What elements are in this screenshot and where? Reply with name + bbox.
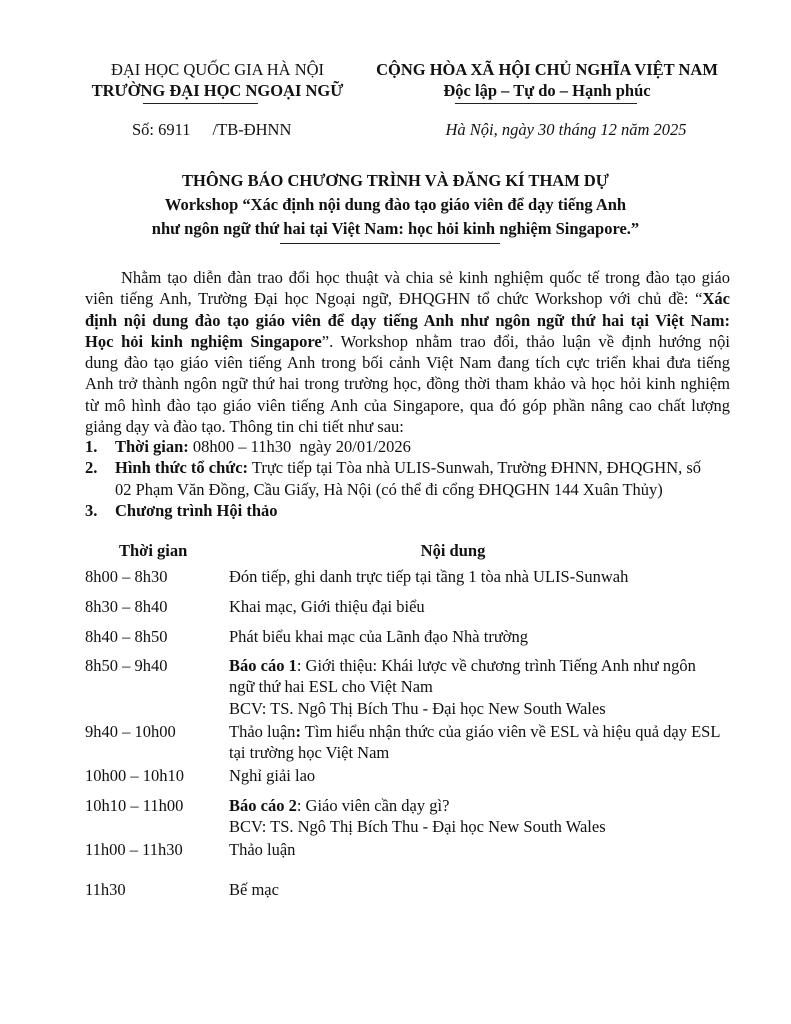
org-parent-name: ĐẠI HỌC QUỐC GIA HÀ NỘI <box>110 60 325 79</box>
org-underline <box>143 103 258 104</box>
title-underline <box>280 243 500 244</box>
row-content: Thảo luận <box>229 840 296 859</box>
row-time: 9h40 – 10h00 <box>85 722 176 741</box>
doc-title: THÔNG BÁO CHƯƠNG TRÌNH VÀ ĐĂNG KÍ THAM DỰ <box>182 171 609 190</box>
intro-line: định nội dung đào tạo giáo viên để dạy tiếng Anh như ngôn ngữ thứ hai tại Việt Nam: <box>85 310 730 330</box>
row-content <box>229 655 739 719</box>
intro-line: Nhằm tạo diễn đàn trao đổi học thuật và chia sẻ kinh nghiệm quốc tế trong đào tạo giáo <box>121 268 730 287</box>
col-header-time: Thời gian <box>119 541 188 560</box>
row-content-text: : Giáo viên cần dạy gì? <box>296 796 450 815</box>
intro-line: từ mô hình đào tạo giáo viên tiếng Anh của Singapore, qua đó góp phần nâng cao chất lượng <box>85 395 730 415</box>
org-name: TRƯỜNG ĐẠI HỌC NGOẠI NGỮ <box>91 81 344 100</box>
intro-line <box>85 331 730 352</box>
row-time: 11h30 <box>85 880 126 899</box>
row-content-text: Tìm hiểu nhận thức của giáo viên về ESL và hiệu quả dạy ESL <box>300 722 721 741</box>
list-text: 08h00 – 11h30 ngày 20/01/2026 <box>188 437 411 456</box>
intro-bold: Học hỏi kinh nghiệm Singapore <box>85 331 322 351</box>
doc-number-label: Số: 6911 <box>132 120 191 139</box>
list-number: 1. <box>85 437 98 456</box>
row-time: 10h10 – 11h00 <box>85 796 184 815</box>
report-label: Báo cáo 2 <box>229 796 297 815</box>
intro-line <box>85 288 730 309</box>
intro-line: giảng dạy và đào tạo. Thông tin chi tiết như sau: <box>85 417 404 437</box>
row-time: 8h00 – 8h30 <box>85 567 168 586</box>
col-header-content: Nội dung <box>420 541 486 560</box>
row-content-text: tại trường học Việt Nam <box>229 743 390 763</box>
list-label: Thời gian: <box>115 437 189 456</box>
intro-paragraph <box>85 267 730 437</box>
speaker: BCV: TS. Ngô Thị Bích Thu - Đại học New South Wales <box>229 817 606 837</box>
workshop-title-line1: Workshop “Xác định nội dung đào tạo giáo viên để dạy tiếng Anh <box>164 195 627 214</box>
row-content: Bế mạc <box>229 880 279 899</box>
motto-underline <box>455 103 637 104</box>
row-content: Đón tiếp, ghi danh trực tiếp tại tầng 1 tòa nhà ULIS-Sunwah <box>229 567 629 586</box>
row-time: 8h40 – 8h50 <box>85 627 168 646</box>
row-content: Khai mạc, Giới thiệu đại biểu <box>229 597 425 616</box>
row-content: Phát biểu khai mạc của Lãnh đạo Nhà trường <box>229 627 528 646</box>
national-title: CỘNG HÒA XÃ HỘI CHỦ NGHĨA VIỆT NAM <box>376 60 718 79</box>
list-number: 2. <box>85 458 98 478</box>
row-time: 10h00 – 10h10 <box>85 766 184 785</box>
list-item-time <box>85 436 735 457</box>
row-content-text: : Giới thiệu: Khái lược về chương trình Tiếng Anh như ngôn <box>296 656 696 675</box>
intro-text: viên tiếng Anh, Trường Đại học Ngoại ngữ, ĐHQGHN tổ chức Workshop với chủ đề: “ <box>85 289 703 309</box>
row-content-text: ngữ thứ hai ESL cho Việt Nam <box>229 677 433 697</box>
row-content: Nghỉ giải lao <box>229 766 316 785</box>
list-label: Hình thức tổ chức: <box>115 458 249 478</box>
list-text: 02 Phạm Văn Đồng, Cầu Giấy, Hà Nội (có thể đi cổng ĐHQGHN 144 Xuân Thủy) <box>115 479 663 499</box>
list-number: 3. <box>85 500 98 520</box>
row-content-text: Thảo luận <box>229 722 296 741</box>
doc-number-suffix: /TB-ĐHNN <box>212 120 292 139</box>
info-list <box>85 436 735 521</box>
national-motto: Độc lập – Tự do – Hạnh phúc <box>443 81 651 100</box>
speaker: BCV: TS. Ngô Thị Bích Thu - Đại học New South Wales <box>229 698 606 718</box>
list-label: Chương trình Hội thảo <box>115 500 278 520</box>
row-colon: : <box>295 722 301 741</box>
intro-text: ”. Workshop nhằm trao đổi, thảo luận về định hướng nội <box>321 331 730 351</box>
report-label: Báo cáo 1 <box>229 656 297 675</box>
row-time: 8h30 – 8h40 <box>85 597 168 616</box>
doc-number <box>132 120 291 140</box>
intro-bold: Xác <box>702 289 730 309</box>
list-item-format <box>85 457 735 500</box>
intro-line: dung đào tạo giáo viên tiếng Anh trong bối cảnh Việt Nam đang tích cực triển khai đưa tiếng <box>85 353 730 373</box>
row-content <box>229 795 739 838</box>
row-time: 8h50 – 9h40 <box>85 656 168 675</box>
list-item-program <box>85 500 735 521</box>
place-date: Hà Nội, ngày 30 tháng 12 năm 2025 <box>445 120 687 139</box>
list-text: Trực tiếp tại Tòa nhà ULIS-Sunwah, Trường ĐHNN, ĐHQGHN, số <box>248 458 702 478</box>
row-time: 11h00 – 11h30 <box>85 840 183 859</box>
row-content <box>229 721 739 764</box>
intro-line: Anh trở thành ngôn ngữ thứ hai trong trường học, đồng thời tham khảo và học hỏi kinh nghiệm <box>85 374 730 394</box>
workshop-title-line2: như ngôn ngữ thứ hai tại Việt Nam: học hỏi kinh nghiệm Singapore.” <box>151 219 640 238</box>
